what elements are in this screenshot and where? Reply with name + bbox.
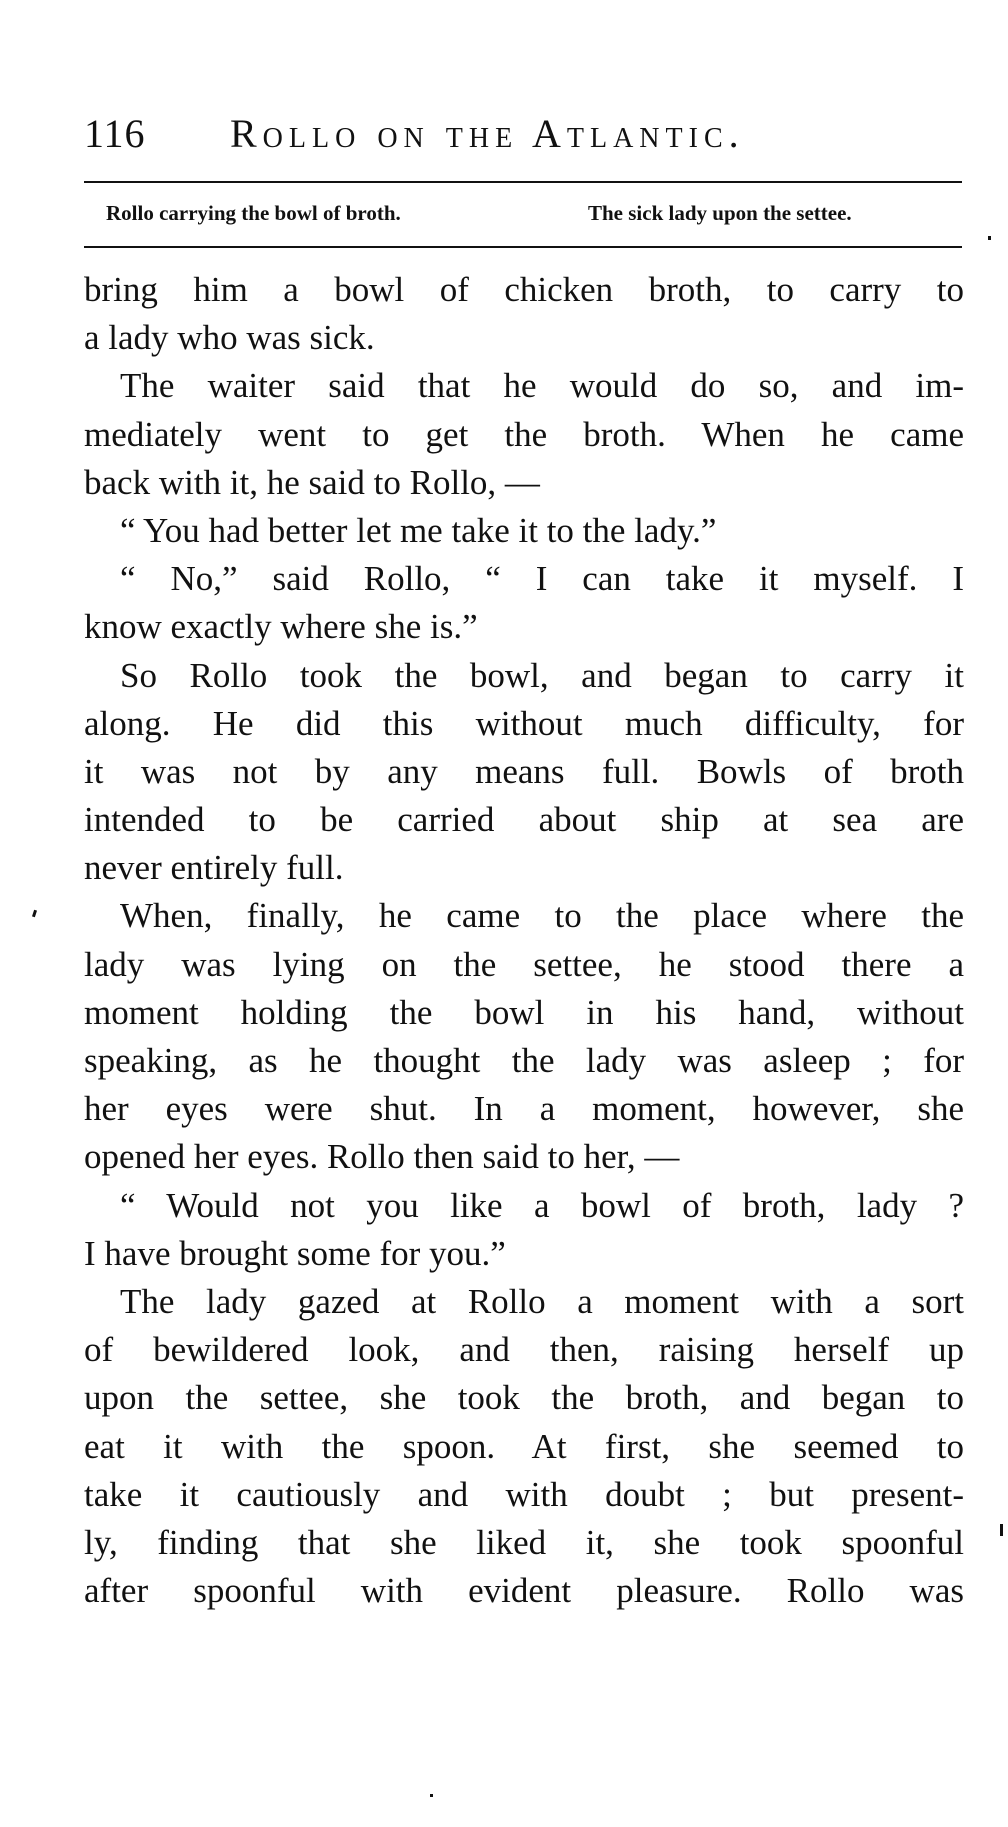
ink-speck [988,236,991,240]
text-line: “ You had better let me take it to the lady.” [120,510,717,550]
text-line: it was not by any means full. Bowls of broth [84,751,964,791]
text-line: back with it, he said to Rollo, — [84,462,540,502]
text-line: lady was lying on the settee, he stood there a [84,944,964,984]
text-line: know exactly where she is.” [84,607,478,647]
text-line: moment holding the bowl in his hand, without [84,992,964,1032]
body-text [84,266,964,1615]
page-number: 116 [84,111,146,156]
running-head [84,104,964,164]
headline-top-rule [84,181,962,183]
ink-speck [1000,1524,1003,1536]
text-line: When, finally, he came to the place where the [120,896,964,936]
headline-right: The sick lady upon the settee. [588,201,852,225]
headline-bottom-rule [84,246,962,248]
text-line: So Rollo took the bowl, and began to carry it [120,655,964,695]
ink-speck [430,1794,433,1797]
text-line: of bewildered look, and then, raising herself up [84,1330,964,1370]
text-line: “ No,” said Rollo, “ I can take it myself. I [120,559,964,599]
text-line: ly, finding that she liked it, she took spoonful [84,1522,964,1562]
text-line: The lady gazed at Rollo a moment with a sort [120,1281,964,1321]
text-line: along. He did this without much difficulty, for [84,703,964,743]
text-line: “ Would not you like a bowl of broth, lady ? [120,1185,964,1225]
text-line: speaking, as he thought the lady was asleep ; for [84,1041,964,1080]
ink-speck [32,910,37,918]
text-line: a lady who was sick. [84,318,375,358]
text-line: after spoonful with evident pleasure. Rollo was [84,1571,964,1611]
text-line: intended to be carried about ship at sea are [84,800,964,840]
text-line: mediately went to get the broth. When he came [84,414,964,454]
text-line: eat it with the spoon. At first, she seemed to [84,1426,964,1466]
book-title: Rollo on the Atlantic. [230,111,745,156]
headline-left: Rollo carrying the bowl of broth. [106,201,401,225]
text-line: upon the settee, she took the broth, and began to [84,1378,964,1418]
text-line: opened her eyes. Rollo then said to her, — [84,1137,680,1177]
text-line: never entirely full. [84,848,344,888]
text-line: The waiter said that he would do so, and im- [120,366,964,406]
text-line: I have brought some for you.” [84,1233,506,1273]
text-line: her eyes were shut. In a moment, however, she [84,1089,964,1129]
text-line: bring him a bowl of chicken broth, to carry to [84,270,964,309]
text-line: take it cautiously and with doubt ; but present- [84,1474,964,1514]
